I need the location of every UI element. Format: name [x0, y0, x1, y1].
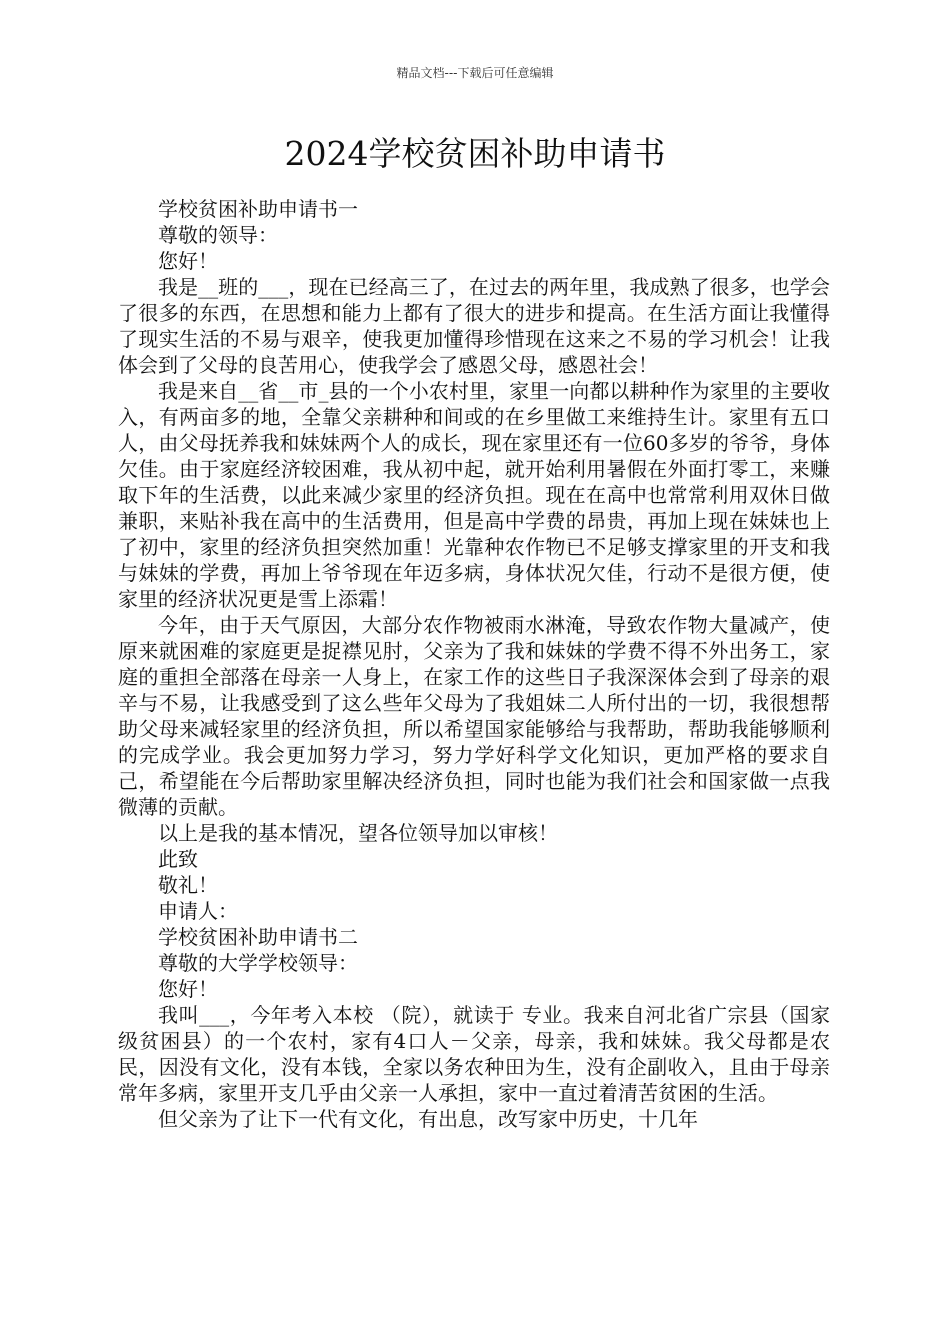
closing-jingli: 敬礼！ [158, 873, 218, 897]
body-paragraph: 今年，由于天气原因，大部分农作物被雨水淋淹，导致农作物大量减产，使原来就困难的家庭更是捉襟见肘，父亲为了我和妹妹的学费不得不外出务工，家庭的重担全部落在母亲一人身上，在家工作的这些日子我深深体会到了母亲的艰辛与不易，让我感受到了这么些年父母为了我姐妹二人所付出的一切，我很想帮助父母来减轻家里的经济负担，所以希望国家能够给与我帮助，帮助我能够顺利的完成学业。我会更加努力学习，努力学好科学文化知识，更加严格的要求自己，希望能在今后帮助家里解决经济负担，同时也能为我们社会和国家做一点我微薄的贡献。 [118, 613, 830, 819]
body-paragraph: 但父亲为了让下一代有文化，有出息，改写家中历史，十几年 [158, 1107, 698, 1131]
body-paragraph: 我叫___，今年考入本校 （院），就读于 专业。我来自河北省广宗县（国家级贫困县）的一个农村，家有4口人－父亲，母亲，我和妹妹。我父母都是农民，因没有文化，没有本钱，全家以务农种田为生，没有企副收入，且由于母亲常年多病，家里开支几乎由父亲一人承担，家中一直过着清苦贫困的生活。 [118, 1003, 830, 1105]
header-note: 精品文档---下载后可任意编辑 [396, 66, 554, 80]
salutation-2: 尊敬的大学学校领导： [158, 951, 358, 975]
greeting-2: 您好！ [158, 977, 218, 1001]
closing-cizhi: 此致 [158, 847, 198, 871]
body-paragraph: 我是__班的___，现在已经高三了，在过去的两年里，我成熟了很多，也学会了很多的东西，在思想和能力上都有了很大的进步和提高。在生活方面让我懂得了现实生活的不易与艰辛，使我更加懂得珍惜现在这来之不易的学习机会！让我体会到了父母的良苦用心，使我学会了感恩父母，感恩社会！ [118, 275, 830, 377]
closing-request: 以上是我的基本情况，望各位领导加以审核！ [158, 821, 558, 845]
body-paragraph: 我是来自__省__市_县的一个小农村里，家里一向都以耕种作为家里的主要收入，有两亩多的地，全靠父亲耕种和间或的在乡里做工来维持生计。家里有五口人，由父母抚养我和妹妹两个人的成长，现在家里还有一位60多岁的爷爷，身体欠佳。由于家庭经济较困难，我从初中起，就开始利用暑假在外面打零工，来赚取下年的生活费，以此来减少家里的经济负担。现在在高中也常常利用双休日做兼职，来贴补我在高中的生活费用，但是高中学费的昂贵，再加上现在妹妹也上了初中，家里的经济负担突然加重！光靠种农作物已不足够支撑家里的开支和我与妹妹的学费，再加上爷爷现在年迈多病，身体状况欠佳，行动不是很方便，使家里的经济状况更是雪上添霜！ [118, 379, 830, 611]
document-body [118, 196, 830, 1132]
applicant-label: 申请人： [158, 899, 238, 923]
section-heading-1: 学校贫困补助申请书一 [158, 197, 358, 221]
salutation-1: 尊敬的领导： [158, 223, 278, 247]
greeting-1: 您好！ [158, 249, 218, 273]
section-heading-2: 学校贫困补助申请书二 [158, 925, 358, 949]
document-title: 2024学校贫困补助申请书 [284, 134, 666, 173]
